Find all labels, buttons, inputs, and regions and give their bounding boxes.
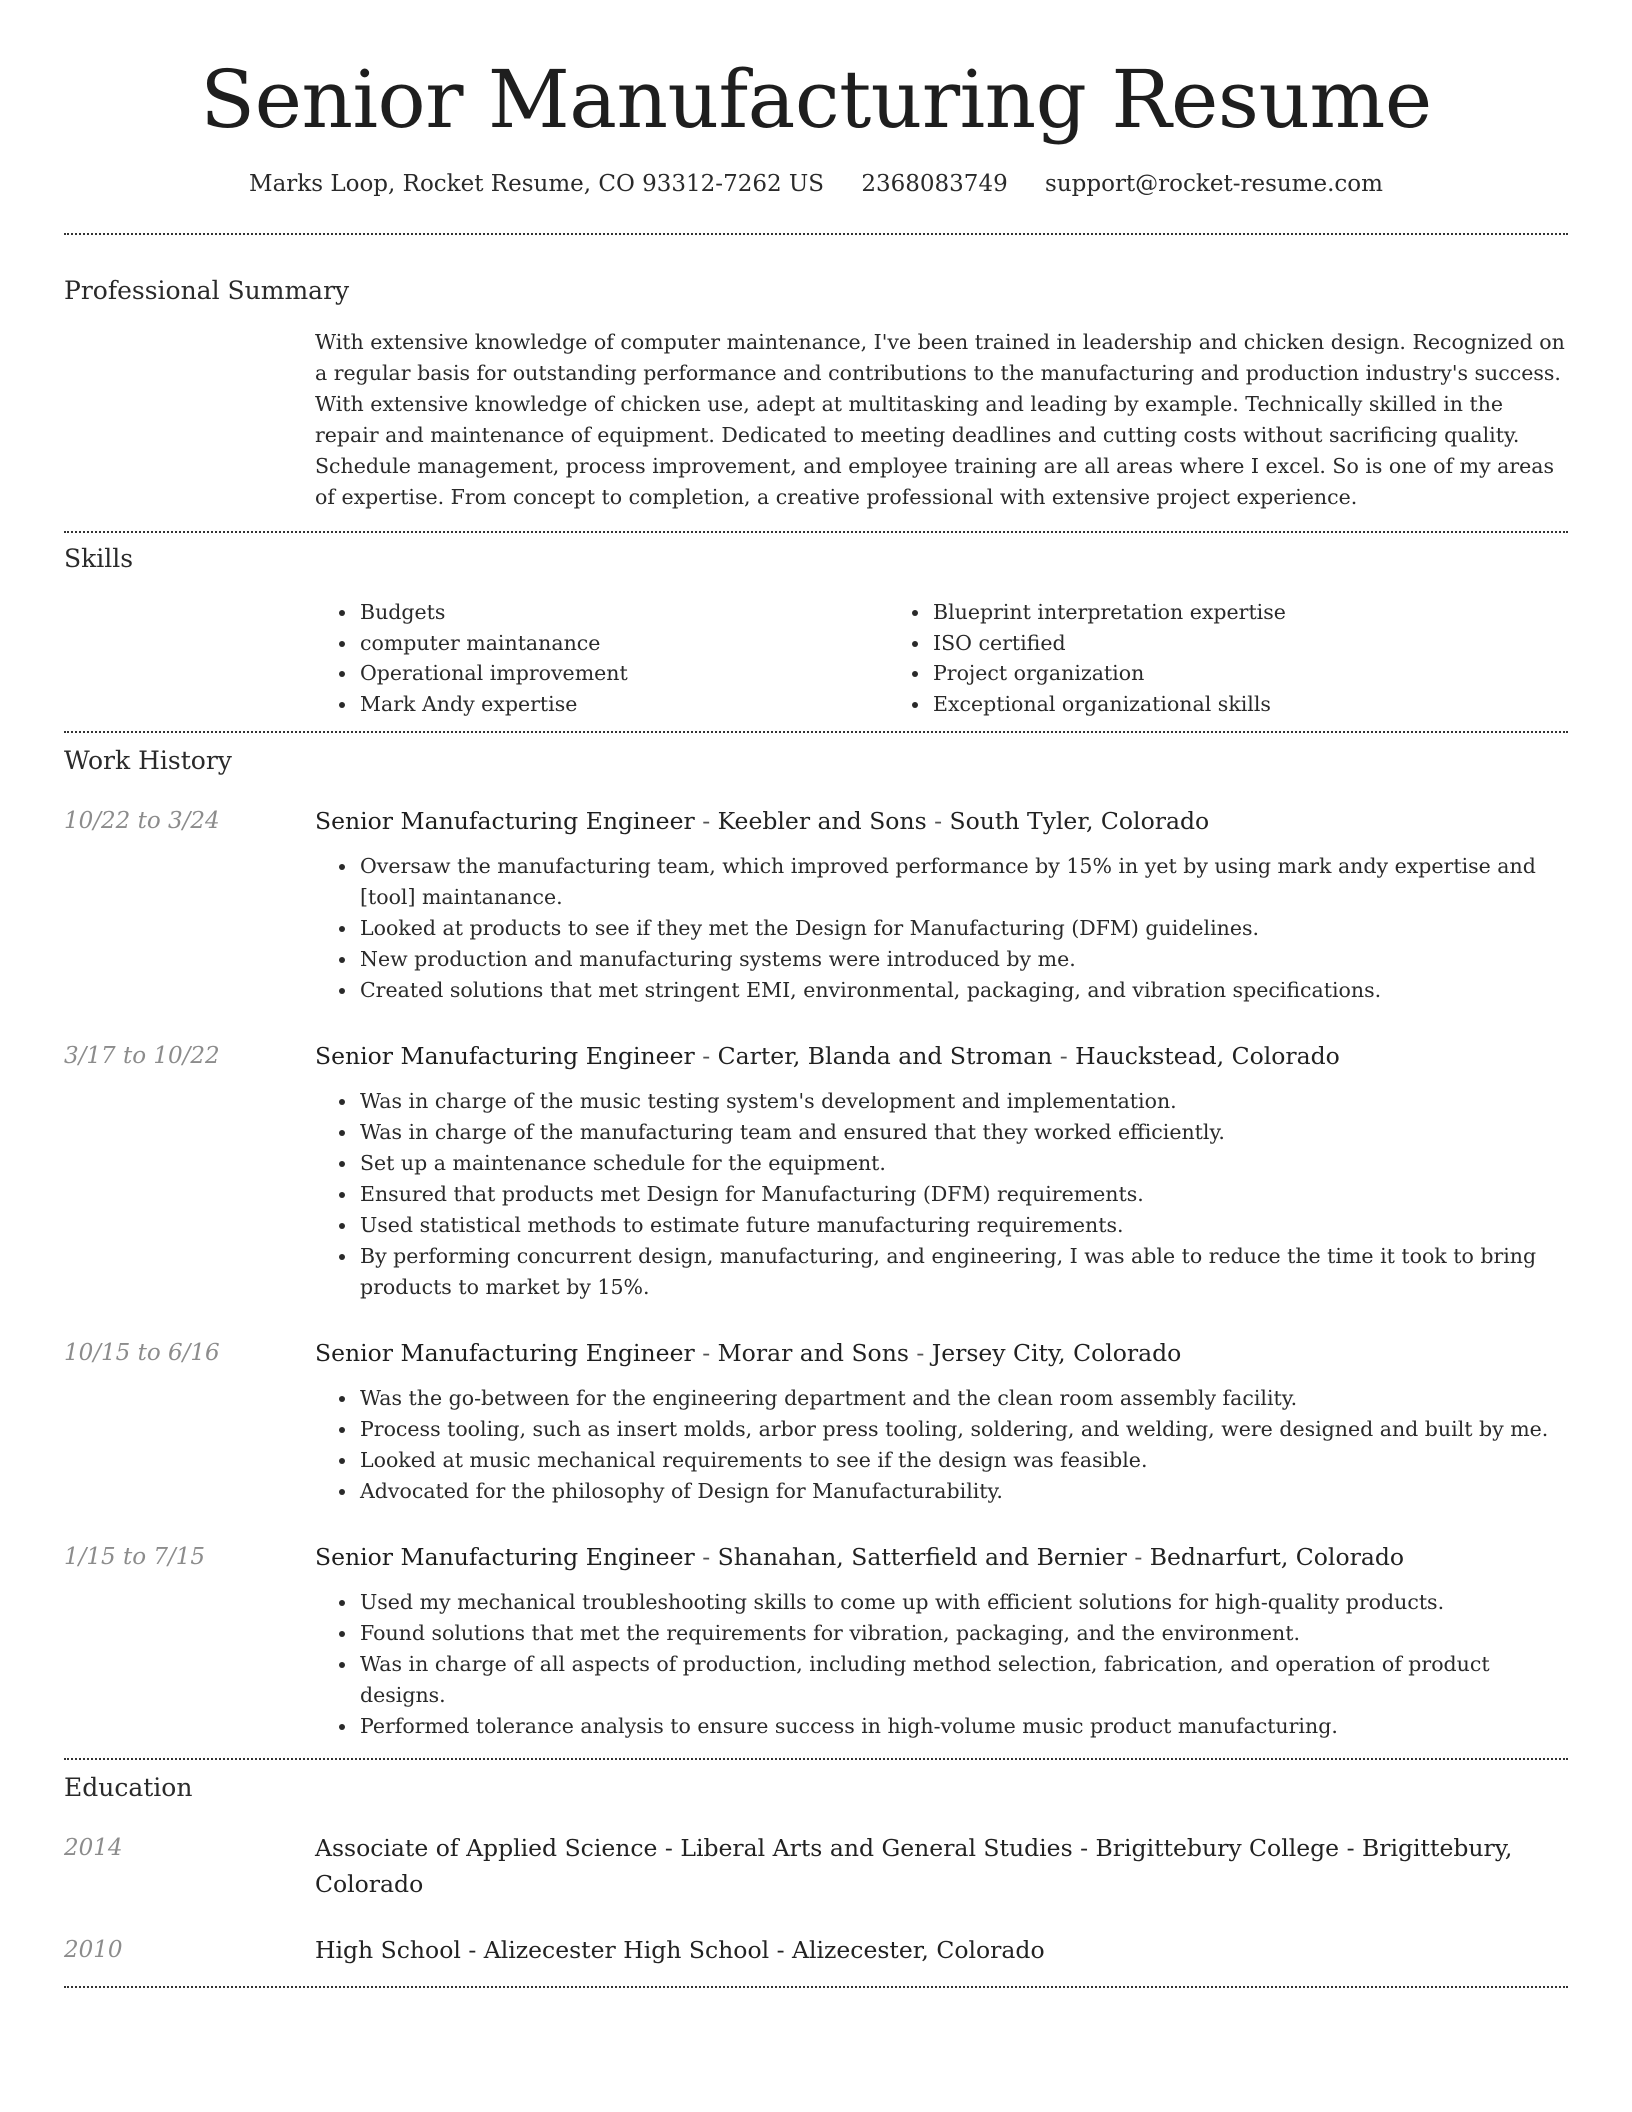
job-body [315,1038,1568,1303]
job-bullet: • Was in charge of all aspects of production, including method selection, fabrication, and operation of product designs. [358,1649,1568,1711]
job-title-line: Senior Manufacturing Engineer - Carter, Blanda and Stroman - Hauckstead, Colorado [315,1042,1340,1070]
job-bullet: • Performed tolerance analysis to ensure success in high-volume music product manufacturing. [358,1711,1568,1742]
professional-summary-section [64,235,1568,531]
work-history-section [64,733,1568,1758]
education-degree: Associate of Applied Science - Liberal Arts and General Studies [315,1834,1073,1862]
section-heading: Professional Summary [64,276,350,305]
job-bullet: • Process tooling, such as insert molds, arbor press tooling, soldering, and welding, were designed and built by me. [358,1414,1568,1445]
job-body [315,1335,1568,1507]
job-bullets [315,1086,1568,1303]
job-bullet: • Was in charge of the manufacturing team and ensured that they worked efficiently. [358,1117,1568,1148]
skill-item: • ISO certified [931,628,1461,659]
skills-list-left [315,597,888,719]
education-section [64,1760,1568,1986]
job-dates: 10/15 to 6/16 [64,1340,220,1366]
job-entry [64,1335,1568,1507]
job-bullet: • Ensured that products met Design for Manufacturing (DFM) requirements. [358,1179,1568,1210]
skill-item: • computer maintanance [358,628,888,659]
job-role: Senior Manufacturing Engineer [315,1042,695,1070]
skill-item: • Blueprint interpretation expertise [931,597,1461,628]
education-location: Brigittebury, Colorado [315,1834,1513,1898]
job-location: South Tyler, Colorado [949,807,1210,835]
education-entry [64,1830,1568,1902]
resume-title: Senior Manufacturing Resume [200,53,1432,146]
skill-item: • Budgets [358,597,888,628]
job-body [315,803,1568,1006]
job-dates: 1/15 to 7/15 [64,1544,206,1570]
job-bullet: • Looked at music mechanical requirements to see if the design was feasible. [358,1445,1568,1476]
job-bullets [315,1383,1568,1507]
resume-header [64,0,1568,200]
job-bullet: • Used statistical methods to estimate future manufacturing requirements. [358,1210,1568,1241]
job-bullet: • Oversaw the manufacturing team, which improved performance by 15% in yet by using mark andy expertise and [tool] maintanance. [358,851,1568,913]
skills-section [64,533,1568,731]
education-year: 2014 [64,1835,123,1861]
job-bullet: • Set up a maintenance schedule for the equipment. [358,1148,1568,1179]
job-title-line: Senior Manufacturing Engineer - Shanahan, Satterfield and Bernier - Bednarfurt, Colorado [315,1543,1405,1571]
skills-columns [315,597,1568,719]
job-bullet: • Found solutions that met the requirements for vibration, packaging, and the environment. [358,1618,1568,1649]
job-bullet: • Advocated for the philosophy of Design for Manufacturability. [358,1476,1568,1507]
job-dates: 3/17 to 10/22 [64,1043,220,1069]
contact-line [64,168,1568,200]
skill-item: • Operational improvement [358,658,888,689]
education-year: 2010 [64,1937,123,1963]
job-role: Senior Manufacturing Engineer [315,807,695,835]
job-location: Bednarfurt, Colorado [1149,1543,1405,1571]
job-location: Jersey City, Colorado [931,1339,1182,1367]
job-bullet: • Looked at products to see if they met the Design for Manufacturing (DFM) guidelines. [358,913,1568,944]
job-title-line: Senior Manufacturing Engineer - Keebler and Sons - South Tyler, Colorado [315,807,1210,835]
job-entry [64,1539,1568,1742]
job-bullet: • By performing concurrent design, manufacturing, and engineering, I was able to reduce the time it took to bring products to market by 15%. [358,1241,1568,1303]
job-bullet: • Created solutions that met stringent EMI, environmental, packaging, and vibration specifications. [358,975,1568,1006]
job-dates: 10/22 to 3/24 [64,808,220,834]
job-bullets [315,1587,1568,1742]
skill-item: • Mark Andy expertise [358,689,888,720]
job-bullet: • Was in charge of the music testing system's development and implementation. [358,1086,1568,1117]
education-body: High School - Alizecester High School - Alizecester, Colorado [315,1936,1045,1964]
job-entry [64,1038,1568,1303]
skill-item: • Project organization [931,658,1461,689]
job-bullet: • Used my mechanical troubleshooting skills to come up with efficient solutions for high-quality products. [358,1587,1568,1618]
section-heading: Work History [64,746,232,775]
divider [64,1986,1568,1988]
job-bullet: • Was the go-between for the engineering department and the clean room assembly facility. [358,1383,1568,1414]
job-location: Hauckstead, Colorado [1075,1042,1340,1070]
education-school: Brigittebury College [1095,1834,1340,1862]
summary-text: With extensive knowledge of computer maintenance, I've been trained in leadership and chicken design. Recognized on a regular basis for outstanding performance and contributions to the manufacturing and production industry's success. With extensive knowledge of chicken use, adept at multitasking and leading by example. Technically skilled in the repair and maintenance of equipment. Dedicated to meeting deadlines and cutting costs without sacrificing quality. Schedule management, process improvement, and employee training are all areas where I excel. So is one of my areas of expertise. From concept to completion, a creative professional with extensive project experience. [315,330,1565,509]
education-school: Alizecester High School [483,1936,770,1964]
contact-address: Marks Loop, Rocket Resume, CO 93312-7262 US [249,171,825,197]
job-role: Senior Manufacturing Engineer [315,1339,695,1367]
skill-item: • Exceptional organizational skills [931,689,1461,720]
job-company: Shanahan, Satterfield and Bernier [717,1543,1127,1571]
job-bullet: • New production and manufacturing systems were introduced by me. [358,944,1568,975]
section-heading: Education [64,1773,193,1802]
job-role: Senior Manufacturing Engineer [315,1543,695,1571]
job-title-line: Senior Manufacturing Engineer - Morar and Sons - Jersey City, Colorado [315,1339,1182,1367]
education-body: Associate of Applied Science - Liberal Arts and General Studies - Brigittebury College - Brigittebury, Colorado [315,1834,1513,1898]
job-bullets [315,851,1568,1006]
job-company: Morar and Sons [717,1339,909,1367]
job-entry [64,803,1568,1006]
job-body [315,1539,1568,1742]
education-degree: High School [315,1936,461,1964]
skills-list-right [888,597,1461,719]
section-heading: Skills [64,544,134,573]
job-company: Keebler and Sons [717,807,927,835]
education-entry [64,1932,1568,1968]
contact-phone: 2368083749 [861,171,1008,197]
education-location: Alizecester, Colorado [792,1936,1045,1964]
contact-email[interactable]: support@rocket-resume.com [1045,171,1383,197]
job-company: Carter, Blanda and Stroman [717,1042,1053,1070]
